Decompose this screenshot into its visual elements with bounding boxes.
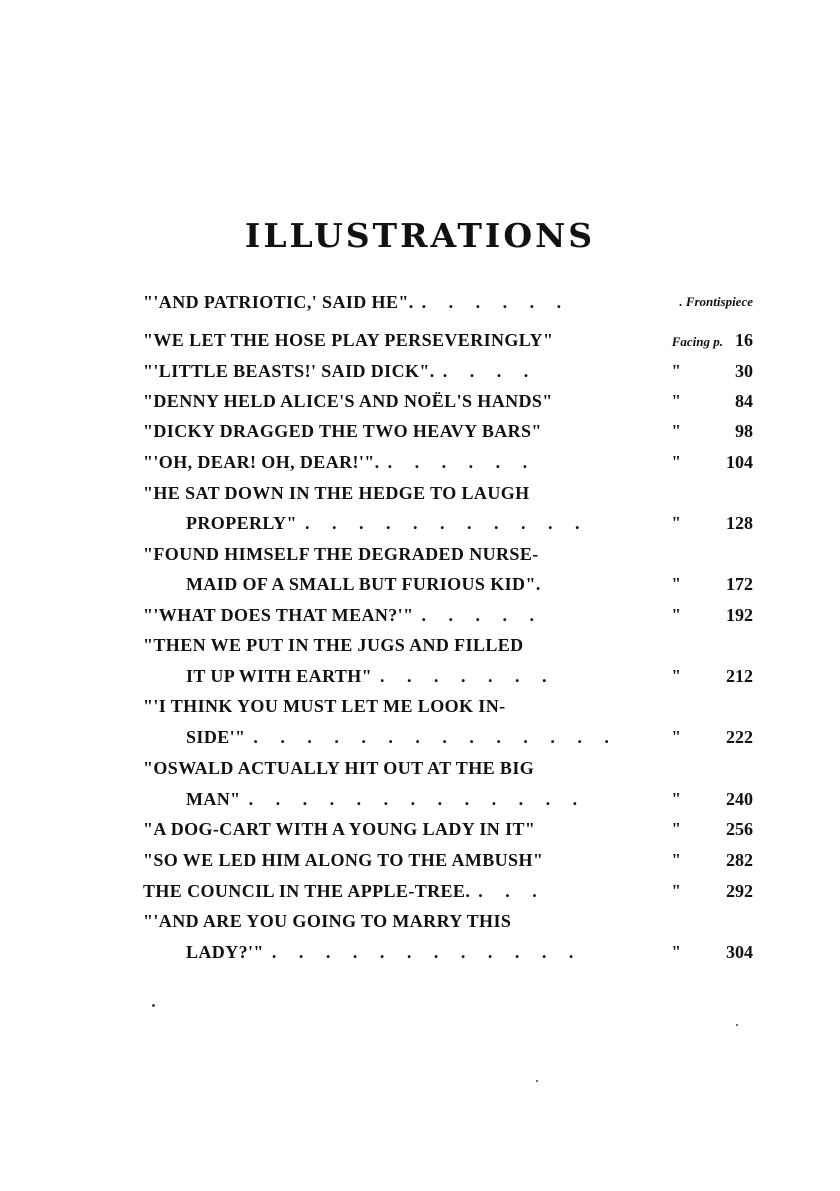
entry-caption [186,508,588,538]
entry-row [143,906,753,936]
page-number: 304 [726,942,753,962]
entry-location [671,600,753,630]
dot-leader: . . . [478,881,546,901]
ditto-mark: " [671,605,681,624]
entry-row [143,325,753,355]
entry-text: "'LITTLE BEASTS!' SAID DICK". [143,361,435,381]
entry-caption [143,356,537,386]
ditto-mark: " [671,361,681,380]
ditto-mark: " [671,819,681,838]
entry-location [671,569,753,599]
entry-text: "'AND ARE YOU GOING TO MARRY THIS [143,911,512,931]
dot-leader: . . . . . . . . . . . . . . [253,727,618,747]
entry-row [143,356,753,386]
page-number: 104 [726,452,753,472]
entry-row [143,691,753,721]
ditto-mark: " [671,850,681,869]
entry-row [143,876,753,906]
entry-row [143,386,753,416]
page-number: 282 [726,850,753,870]
page-number: 256 [726,819,753,839]
entry-caption [143,691,506,721]
entry-row [143,814,753,844]
entry-text: "A DOG-CART WITH A YOUNG LADY IN IT" [143,819,536,839]
dot-leader: . . . . . . . . . . . . [271,942,583,962]
page-number: 192 [726,605,753,625]
entry-location [671,814,753,844]
dot-leader: . . . . . . [387,452,537,472]
entry-text: LADY?'" [186,942,264,962]
page-number: 212 [726,666,753,686]
entry-location [671,508,753,538]
page-number: 222 [726,727,753,747]
entry-text: "'WHAT DOES THAT MEAN?'" [143,605,414,625]
entry-text: MAID OF A SMALL BUT FURIOUS KID". [186,574,541,594]
frontispiece-label: . Frontispiece [679,294,753,309]
page-number: 292 [726,881,753,901]
ditto-mark: " [671,942,681,961]
dot-leader: . . . . . . . . . . . [304,513,589,533]
page-title: ILLUSTRATIONS [244,216,596,255]
entry-caption [143,600,543,630]
ditto-mark: " [671,513,681,532]
entry-text: PROPERLY" [186,513,297,533]
ditto-mark: " [671,391,681,410]
entry-location [671,386,753,416]
entry-row [143,569,753,599]
entry-caption [143,416,542,446]
entry-text: "THEN WE PUT IN THE JUGS AND FILLED [143,635,524,655]
entry-text: "WE LET THE HOSE PLAY PERSEVERINGLY" [143,330,554,350]
ditto-mark: " [671,789,681,808]
entry-location [671,356,753,386]
entry-caption [143,814,535,844]
entry-caption [143,906,511,936]
entry-caption [143,876,546,906]
entry-caption [143,287,570,317]
entry-row [143,539,753,569]
entry-text: MAN" [186,789,241,809]
entry-row [143,722,753,752]
entry-location [679,287,753,317]
entry-location [671,784,753,814]
entry-location [671,937,753,967]
entry-row [143,753,753,783]
entry-row [143,937,753,967]
ditto-mark: " [671,881,681,900]
entry-row [143,600,753,630]
ditto-mark: " [671,727,681,746]
entry-text: "'I THINK YOU MUST LET ME LOOK IN- [143,696,506,716]
page-number: 128 [726,513,753,533]
entry-row [143,416,753,446]
entry-text: "DICKY DRAGGED THE TWO HEAVY BARS" [143,421,542,441]
dot-leader: . . . . . [421,605,543,625]
facing-page-label: Facing p. [671,334,723,349]
entry-location [671,661,753,691]
page-number: 84 [735,391,753,411]
entry-caption [143,478,530,508]
entry-row [143,508,753,538]
entry-location [671,447,753,477]
entry-row [143,287,753,317]
entry-caption [143,753,534,783]
dot-leader: . . . . . . . [380,666,556,686]
dot-leader: . . . . [442,361,538,381]
entry-text: "OSWALD ACTUALLY HIT OUT AT THE BIG [143,758,535,778]
entry-location [672,325,753,355]
entry-caption [186,569,541,599]
ditto-mark: " [671,421,681,440]
entry-caption [143,630,524,660]
ditto-mark: " [671,574,681,593]
entry-text: "FOUND HIMSELF THE DEGRADED NURSE- [143,544,539,564]
entry-caption [143,845,543,875]
entry-location [671,876,753,906]
entry-caption [186,937,582,967]
entry-text: "'AND PATRIOTIC,' SAID HE". [143,292,414,312]
entry-text: "'OH, DEAR! OH, DEAR!'". [143,452,380,472]
entry-row [143,478,753,508]
entry-text: "HE SAT DOWN IN THE HEDGE TO LAUGH [143,483,530,503]
entry-text: SIDE'" [186,727,246,747]
page-number: 16 [735,330,753,350]
entry-caption [186,784,586,814]
ditto-mark: " [671,666,681,685]
page-number: 30 [735,361,753,381]
entry-row [143,784,753,814]
entry-text: "SO WE LED HIM ALONG TO THE AMBUSH" [143,850,544,870]
entry-location [671,416,753,446]
page-number: 98 [735,421,753,441]
dot-leader: . . . . . . . . . . . . . [248,789,587,809]
entry-row [143,661,753,691]
entry-caption [143,447,536,477]
entry-caption [143,386,553,416]
entry-text: "DENNY HELD ALICE'S AND NOËL'S HANDS" [143,391,553,411]
entry-caption [186,661,556,691]
entry-text: IT UP WITH EARTH" [186,666,373,686]
dot-leader: . . . . . . [421,292,571,312]
entry-caption [143,539,539,569]
page-number: 172 [726,574,753,594]
entry-caption [186,722,618,752]
entry-row [143,845,753,875]
entry-row [143,447,753,477]
page-number: 240 [726,789,753,809]
entry-caption [143,325,553,355]
ditto-mark: " [671,452,681,471]
entry-location [671,722,753,752]
entry-row [143,630,753,660]
entry-text: THE COUNCIL IN THE APPLE-TREE. [143,881,471,901]
entry-location [671,845,753,875]
